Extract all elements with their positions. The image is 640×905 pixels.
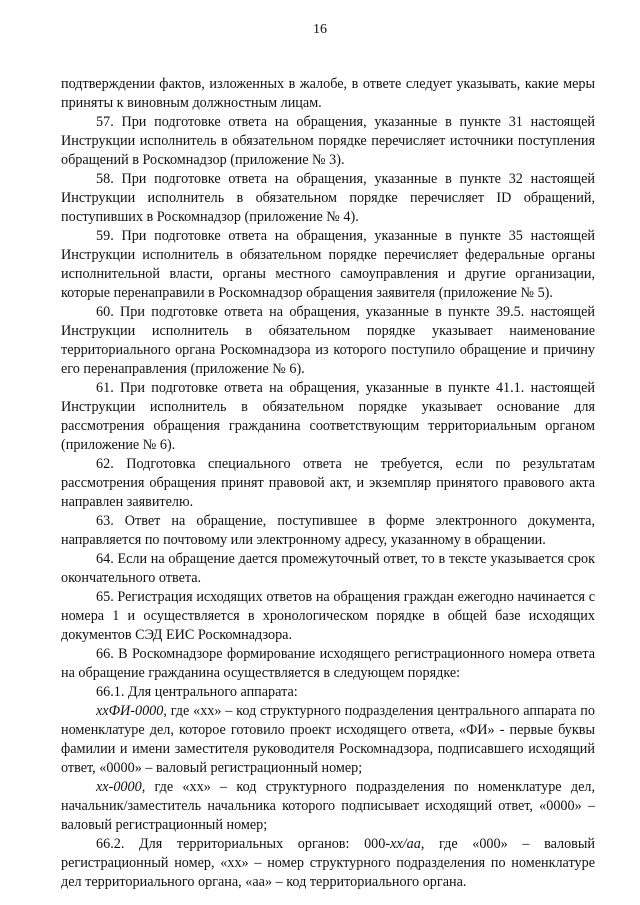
paragraph bbox=[61, 550, 595, 588]
text-run: 63. Ответ на обращение, поступившее в форме электронного документа, направляется по почтовому или электронному адресу, указанному в обращении. bbox=[61, 513, 595, 548]
paragraph bbox=[61, 702, 595, 778]
paragraph bbox=[61, 303, 595, 379]
text-run: 58. При подготовке ответа на обращения, указанные в пункте 32 настоящей Инструкции исполнитель в обязательном порядке перечисляет ID обращений, поступивших в Роскомнадзор (приложение № 4). bbox=[61, 171, 595, 225]
paragraph bbox=[61, 75, 595, 113]
italic-run: ххФИ-0000 bbox=[96, 703, 164, 719]
paragraph bbox=[61, 512, 595, 550]
paragraph bbox=[61, 170, 595, 227]
paragraph bbox=[61, 379, 595, 455]
paragraph bbox=[61, 778, 595, 835]
page-number: 16 bbox=[313, 22, 327, 37]
text-run: 57. При подготовке ответа на обращения, указанные в пункте 31 настоящей Инструкции исполнитель в обязательном порядке перечисляет источники поступления обращений в Роскомнадзор (приложение № 3). bbox=[61, 114, 595, 168]
paragraph bbox=[61, 113, 595, 170]
paragraph bbox=[61, 588, 595, 645]
text-run: 59. При подготовке ответа на обращения, указанные в пункте 35 настоящей Инструкции исполнитель в обязательном порядке перечисляет федеральные органы исполнительной власти, органы местного самоуправления и другие организации, которые перенаправили в Роскомнадзор обращения заявителя (приложение № 5). bbox=[61, 228, 595, 301]
italic-run: хх-0000 bbox=[96, 779, 142, 795]
text-run: 64. Если на обращение дается промежуточный ответ, то в тексте указывается срок окончательного ответа. bbox=[61, 551, 595, 586]
text-run: 61. При подготовке ответа на обращения, указанные в пункте 41.1. настоящей Инструкции исполнитель в обязательном порядке указывает основание для рассмотрения обращения гражданина соответствующим территориальным органом (приложение № 6). bbox=[61, 380, 595, 453]
text-run: 66.1. Для центрального аппарата: bbox=[96, 684, 298, 700]
text-run: подтверждении фактов, изложенных в жалобе, в ответе следует указывать, какие меры приняты к виновным должностным лицам. bbox=[61, 76, 595, 111]
text-run: , где «хх» – код структурного подразделения по номенклатуре дел, начальник/заместитель начальника которого подписывает исходящий ответ, «0000» – валовый регистрационный номер; bbox=[61, 779, 595, 833]
document-body bbox=[61, 75, 595, 892]
text-run: , где «000» – валовый регистрационный номер, «хх» – номер структурного подразделения по номенклатуре дел территориального органа, «аа» – код территориального органа. bbox=[61, 836, 595, 890]
text-run: , где «хх» – код структурного подразделения центрального аппарата по номенклатуре дел, которое готовило проект исходящего ответа, «ФИ» - первые буквы фамилии и имени заместителя руководителя Роскомнадзора, подписавшего исходящий ответ, «0000» – валовый регистрационный номер; bbox=[61, 703, 595, 776]
italic-run: хх/аа bbox=[390, 836, 421, 852]
paragraph bbox=[61, 835, 595, 892]
text-run: 62. Подготовка специального ответа не требуется, если по результатам рассмотрения обращения принят правовой акт, и экземпляр принятого правового акта направлен заявителю. bbox=[61, 456, 595, 510]
paragraph bbox=[61, 683, 595, 702]
text-run: 65. Регистрация исходящих ответов на обращения граждан ежегодно начинается с номера 1 и осуществляется в хронологическом порядке в общей базе исходящих документов СЭД ЕИС Роскомнадзора. bbox=[61, 589, 595, 643]
paragraph bbox=[61, 455, 595, 512]
text-run: 60. При подготовке ответа на обращения, указанные в пункте 39.5. настоящей Инструкции исполнитель в обязательном порядке указывает наименование территориального органа Роскомнадзора из которого поступило обращение и причину его перенаправления (приложение № 6). bbox=[61, 304, 595, 377]
paragraph bbox=[61, 645, 595, 683]
paragraph bbox=[61, 227, 595, 303]
text-run: 66. В Роскомнадзоре формирование исходящего регистрационного номера ответа на обращение гражданина осуществляется в следующем порядке: bbox=[61, 646, 595, 681]
text-run: 66.2. Для территориальных органов: 000- bbox=[96, 836, 391, 852]
